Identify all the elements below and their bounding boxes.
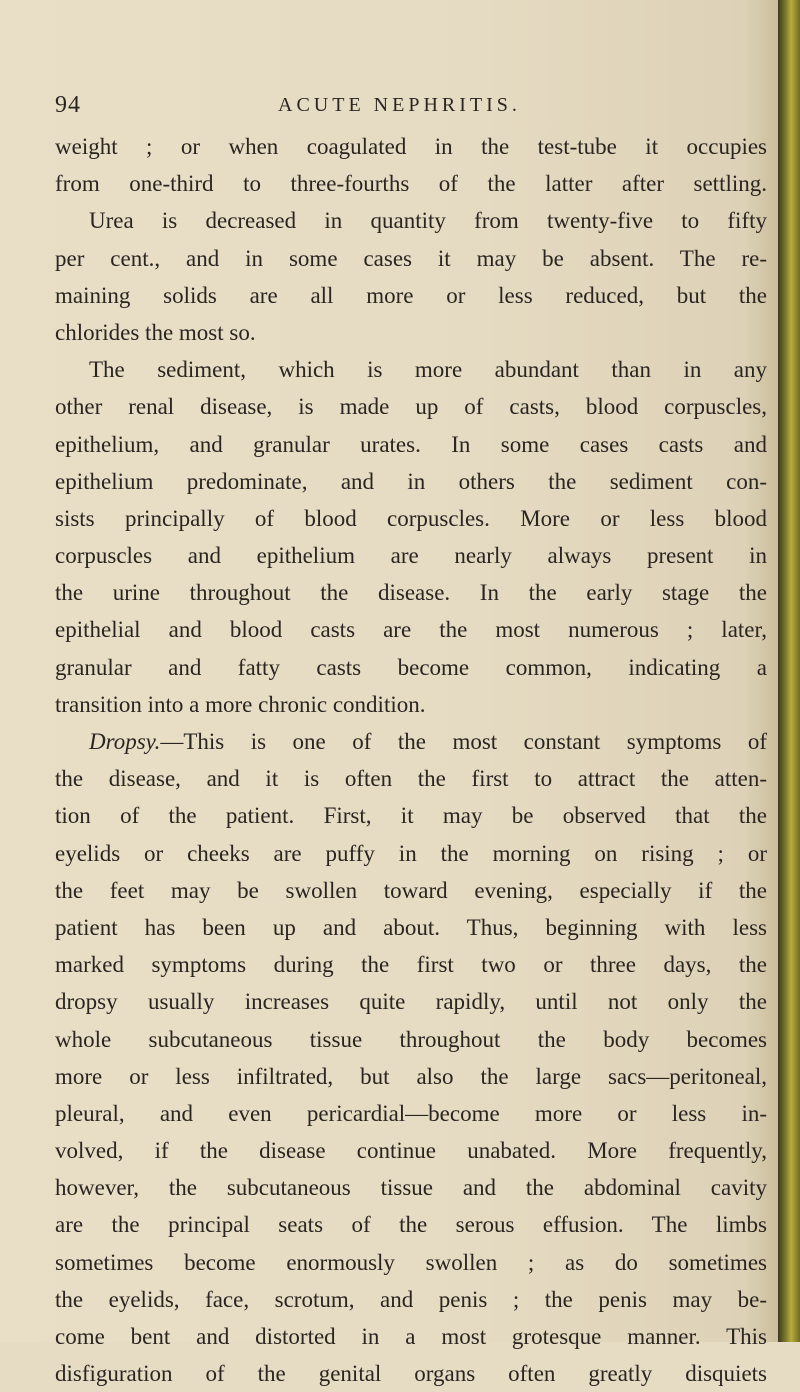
- text-line: transition into a more chronic condition.: [55, 691, 426, 717]
- text-line: chlorides the most so.: [55, 319, 256, 345]
- text-line: maining solids are all more or less reduced, but the: [55, 282, 767, 308]
- text-line: volved, if the disease continue unabated. More frequently,: [55, 1138, 767, 1164]
- text-line: are the principal seats of the serous effusion. The limbs: [55, 1212, 767, 1238]
- text-line: per cent., and in some cases it may be absent. The re-: [55, 245, 767, 271]
- text-line: corpuscles and epithelium are nearly always present in: [55, 543, 767, 569]
- text-line: sometimes become enormously swollen ; as do sometimes: [55, 1249, 767, 1275]
- text-line: from one-third to three-fourths of the latter after settling.: [55, 171, 767, 197]
- running-title: ACUTE NEPHRITIS.: [278, 94, 521, 116]
- text-line: patient has been up and about. Thus, beginning with less: [55, 914, 767, 940]
- body-text: [55, 128, 767, 1392]
- page-header: [55, 92, 755, 122]
- text-line: marked symptoms during the first two or three days, the: [55, 952, 767, 978]
- text-line: epithelial and blood casts are the most numerous ; later,: [55, 617, 767, 643]
- text-line: granular and fatty casts become common, indicating a: [55, 654, 767, 680]
- text-line: the feet may be swollen toward evening, especially if the: [55, 877, 767, 903]
- text-line: epithelium, and granular urates. In some cases casts and: [55, 431, 767, 457]
- text-line: epithelium predominate, and in others the sediment con-: [55, 468, 767, 494]
- text-line: more or less infiltrated, but also the large sacs—peritoneal,: [55, 1063, 767, 1089]
- text-line: however, the subcutaneous tissue and the abdominal cavity: [55, 1175, 767, 1201]
- text-line: eyelids or cheeks are puffy in the morning on rising ; or: [55, 840, 767, 866]
- run-in-text: —This is one of the most constant symptoms of: [160, 729, 767, 754]
- book-edge: [778, 0, 800, 1342]
- text-line: pleural, and even pericardial—become more or less in-: [55, 1100, 767, 1126]
- text-line-dropsy: [55, 723, 767, 760]
- text-line: the eyelids, face, scrotum, and penis ; the penis may be-: [55, 1286, 767, 1312]
- text-line: whole subcutaneous tissue throughout the body becomes: [55, 1026, 767, 1052]
- text-line: dropsy usually increases quite rapidly, until not only the: [55, 989, 767, 1015]
- text-line: The sediment, which is more abundant than in any: [89, 357, 767, 383]
- text-line: disfiguration of the genital organs often greatly disquiets: [55, 1361, 767, 1387]
- text-line: Urea is decreased in quantity from twenty-five to fifty: [89, 208, 767, 234]
- text-line: tion of the patient. First, it may be observed that the: [55, 803, 767, 829]
- page-number: 94: [55, 92, 81, 118]
- run-in-heading: Dropsy.: [89, 729, 161, 754]
- text-line: other renal disease, is made up of casts, blood corpuscles,: [55, 394, 767, 420]
- text-line: the disease, and it is often the first to attract the atten-: [55, 766, 767, 792]
- text-line: the urine throughout the disease. In the early stage the: [55, 580, 767, 606]
- text-line: sists principally of blood corpuscles. More or less blood: [55, 505, 767, 531]
- text-line: weight ; or when coagulated in the test-tube it occupies: [55, 134, 767, 159]
- text-line: come bent and distorted in a most grotesque manner. This: [55, 1324, 767, 1349]
